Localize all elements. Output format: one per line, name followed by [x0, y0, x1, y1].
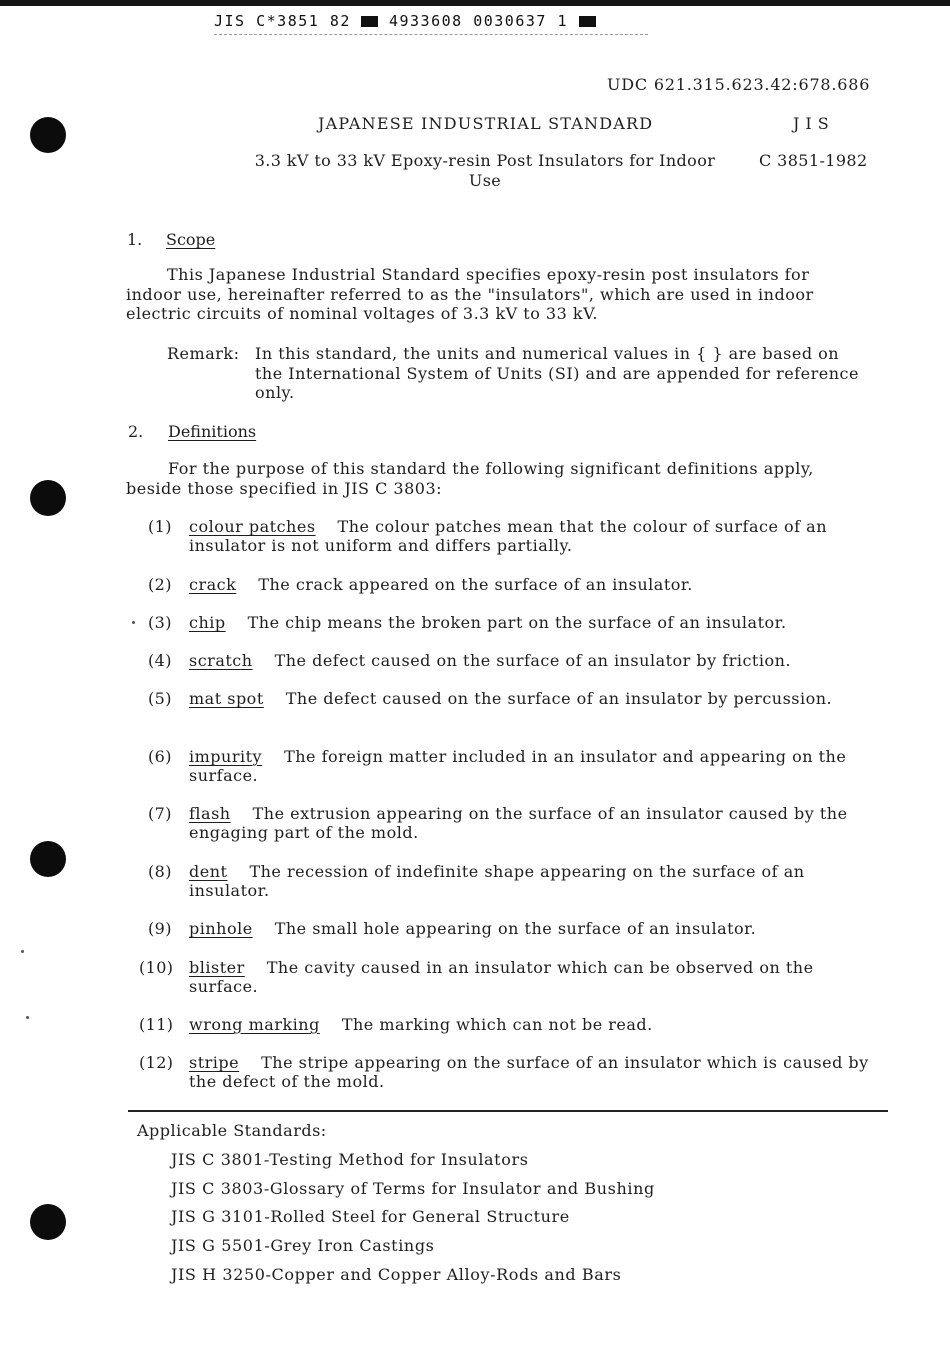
definition-number: (9) [148, 919, 172, 938]
list-item: JIS C 3803-Glossary of Terms for Insulator and Bushing [171, 1179, 655, 1198]
section-2-number: 2. [128, 422, 144, 441]
definition-term: wrong marking [189, 1015, 320, 1034]
scan-speck [26, 1016, 29, 1019]
definition-term: blister [189, 958, 245, 977]
document-number: C 3851-1982 [759, 151, 868, 170]
control-code-prefix: JIS C*3851 82 [214, 12, 351, 30]
footnote-rule [128, 1110, 888, 1112]
definition-number: (8) [148, 862, 172, 881]
control-code-suffix: 4933608 0030637 1 [388, 12, 568, 30]
definition-number: (7) [148, 804, 172, 823]
list-item: JIS G 5501-Grey Iron Castings [171, 1236, 435, 1255]
definition-text: The recession of indefinite shape appearing on the surface of an insulator. [189, 862, 805, 900]
definition-text: The extrusion appearing on the surface of an insulator caused by the engaging part of the mold. [189, 804, 848, 842]
section-1-heading: Scope [166, 230, 216, 249]
definition-number: (2) [148, 575, 172, 594]
document-control-code [214, 12, 596, 30]
definition-term: scratch [189, 651, 253, 670]
definition-text: The chip means the broken part on the surface of an insulator. [247, 613, 787, 632]
scope-paragraph: This Japanese Industrial Standard specifies epoxy-resin post insulators for indoor use, hereinafter referred to as the "insulators", which are used in indoor electric circuits of nominal voltages of 3.3 kV to 33 kV. [126, 265, 814, 323]
scan-speck [21, 950, 24, 953]
binder-hole [30, 841, 66, 877]
binder-hole [30, 480, 66, 516]
definition-term: flash [189, 804, 231, 823]
definition-text: The small hole appearing on the surface of an insulator. [274, 919, 757, 938]
definition-term: colour patches [189, 517, 316, 536]
definition-text: The stripe appearing on the surface of an insulator which is caused by the defect of the mold. [189, 1053, 869, 1091]
definition-term: crack [189, 575, 237, 594]
section-1-number: 1. [127, 230, 143, 249]
definition-number: (5) [148, 689, 172, 708]
definition-number: (1) [148, 517, 172, 536]
definition-term: stripe [189, 1053, 240, 1072]
udc-classification: UDC 621.315.623.42:678.686 [607, 75, 871, 94]
standard-title: JAPANESE INDUSTRIAL STANDARD [318, 114, 654, 133]
applicable-standards-label: Applicable Standards: [137, 1121, 327, 1140]
definition-text: The colour patches mean that the colour of surface of an insulator is not uniform and differs partially. [189, 517, 827, 555]
definition-text: The defect caused on the surface of an insulator by friction. [274, 651, 791, 670]
binder-hole [30, 117, 66, 153]
jis-mark: JIS [793, 114, 835, 133]
definition-number: (10) [139, 958, 174, 977]
definition-text: The crack appeared on the surface of an insulator. [258, 575, 693, 594]
definitions-intro: For the purpose of this standard the following significant definitions apply, beside those specified in JIS C 3803: [126, 459, 814, 498]
definition-number: (3) [148, 613, 172, 632]
definition-term: pinhole [189, 919, 253, 938]
list-item: JIS H 3250-Copper and Copper Alloy-Rods and Bars [171, 1265, 622, 1284]
definition-text: The foreign matter included in an insulator and appearing on the surface. [189, 747, 847, 785]
definition-term: chip [189, 613, 226, 632]
definition-number: (4) [148, 651, 172, 670]
definition-number: (11) [139, 1015, 174, 1034]
definition-text: The defect caused on the surface of an insulator by percussion. [285, 689, 833, 708]
top-border-rule [0, 0, 950, 6]
redaction-block [361, 16, 378, 27]
definition-term: mat spot [189, 689, 264, 708]
list-item: JIS C 3801-Testing Method for Insulators [171, 1150, 529, 1169]
scan-speck [132, 621, 135, 624]
definition-number: (12) [139, 1053, 174, 1072]
definition-term: impurity [189, 747, 263, 766]
definition-number: (6) [148, 747, 172, 766]
section-2-heading: Definitions [168, 422, 257, 441]
list-item: JIS G 3101-Rolled Steel for General Structure [171, 1207, 570, 1226]
definition-term: dent [189, 862, 228, 881]
remark-label: Remark: [167, 344, 240, 363]
binder-hole [30, 1204, 66, 1240]
redaction-block [579, 16, 596, 27]
remark-text: In this standard, the units and numerical values in { } are based on the International System of Units (SI) and are appended for reference only. [255, 344, 859, 402]
definition-text: The cavity caused in an insulator which can be observed on the surface. [189, 958, 814, 996]
definition-text: The marking which can not be read. [341, 1015, 653, 1034]
header-underline [214, 34, 648, 35]
document-title: 3.3 kV to 33 kV Epoxy-resin Post Insulators for Indoor Use [254, 151, 716, 190]
